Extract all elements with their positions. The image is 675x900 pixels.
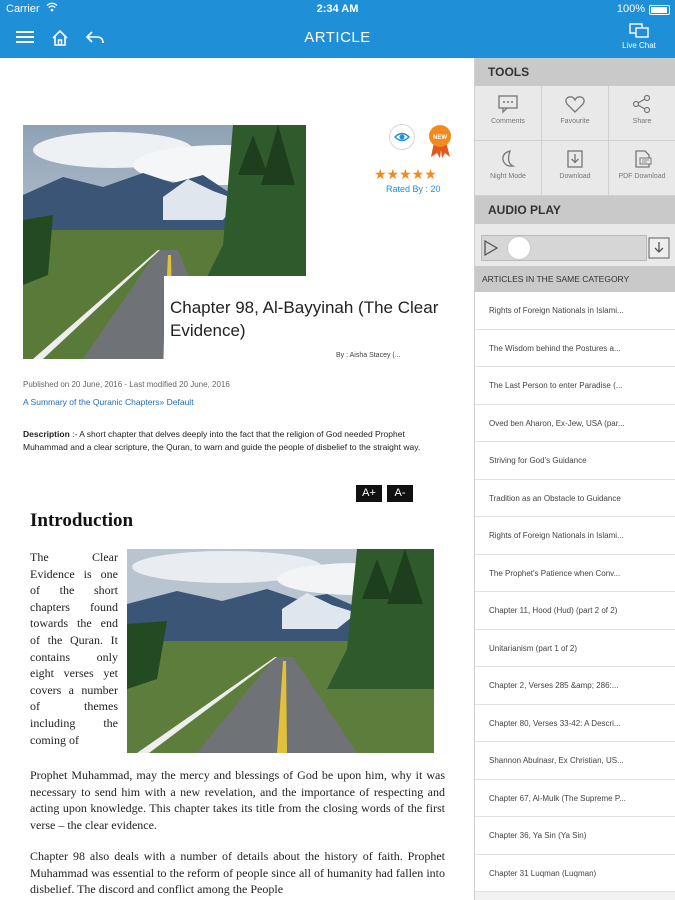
article-paragraph-1-continued: Prophet Muhammad, may the mercy and blessings of God be upon him, why it was necessary to send him with a new revelation, and the importance of respecting and acting upon knowledge. This chapter takes its title from the closing words of the first verse – the clear evidence. [30,768,445,832]
download-button[interactable] [542,141,609,196]
favourite-button[interactable] [542,86,609,141]
share-icon [631,94,653,114]
tools-grid [475,86,675,196]
night-mode-button[interactable] [475,141,542,196]
related-article-item[interactable]: Tradition as an Obstacle to Guidance [475,480,675,518]
audio-scrubber[interactable] [507,236,531,260]
related-article-item[interactable]: Chapter 11, Hood (Hud) (part 2 of 2) [475,592,675,630]
rated-by: Rated By : 20 [386,184,441,194]
heart-icon [564,94,586,114]
moon-icon [497,149,519,169]
pdf-icon [631,149,653,169]
comments-button[interactable] [475,86,542,141]
pdf-download-button[interactable] [609,141,675,196]
side-panel [474,58,675,900]
description-label: Description [23,429,70,439]
related-article-item[interactable]: Unitarianism (part 1 of 2) [475,630,675,668]
related-article-item[interactable]: Oved ben Aharon, Ex-Jew, USA (par... [475,405,675,443]
section-heading: Introduction [30,510,134,531]
audio-header: AUDIO PLAY [475,196,675,224]
comments-icon [497,94,519,114]
new-badge-icon [427,124,453,158]
page-title: ARTICLE [304,29,371,46]
same-category-header: ARTICLES IN THE SAME CATEGORY [475,266,675,292]
article-paragraph-1-start: The Clear Evidence is one of the short chapters found towards the end of the Quran. It contains only eight verses yet covers a number of themes including the coming of [30,550,118,747]
audio-download-icon[interactable] [647,235,671,261]
night-mode-label: Night Mode [490,173,526,180]
related-article-item[interactable]: Shannon Abulnasr, Ex Christian, US... [475,742,675,780]
live-chat-label: Live Chat [622,41,656,50]
download-icon [564,149,586,169]
battery-icon [649,5,670,15]
tools-header: TOOLS [475,58,675,86]
play-icon[interactable] [480,235,500,261]
pdf-download-label: PDF Download [618,173,666,180]
status-bar [0,0,675,20]
publish-date: Published on 20 June, 2016 - Last modified 20 June, 2016 [23,380,230,389]
article-title: Chapter 98, Al-Bayyinah (The Clear Evidence) [170,298,439,340]
new-badge-text: NEW [433,135,447,141]
download-label: Download [559,173,591,180]
related-article-item[interactable]: Chapter 31 Luqman (Luqman) [475,855,675,893]
eye-icon[interactable] [389,124,415,150]
related-article-item[interactable]: The Prophet's Patience when Conv... [475,555,675,593]
article-author: By : Aisha Stacey (... [336,352,401,359]
article-content [0,58,474,900]
nav-bar [0,20,675,58]
related-article-item[interactable]: The Wisdom behind the Postures a... [475,330,675,368]
article-body-image [127,549,434,753]
comments-label: Comments [491,118,525,125]
category-link[interactable]: A Summary of the Quranic Chapters» Default [23,397,194,407]
live-chat-button[interactable] [619,22,659,50]
rating-stars[interactable]: ★★★★★ [374,166,437,182]
related-article-item[interactable]: Chapter 80, Verses 33-42: A Descri... [475,705,675,743]
related-articles-list [475,292,675,892]
audio-player [475,224,675,266]
clock: 2:34 AM [316,3,359,15]
audio-progress-track[interactable] [481,235,647,261]
related-article-item[interactable]: Chapter 2, Verses 285 &amp; 286:... [475,667,675,705]
article-paragraph-2: Chapter 98 also deals with a number of details about the history of faith. Prophet Muhammad was essential to the reform of people since all of humanity had fallen into disbelief. The discord and conflict among the People [30,849,445,897]
related-article-item[interactable]: Rights of Foreign Nationals in Islami... [475,292,675,330]
related-article-item[interactable]: Rights of Foreign Nationals in Islami... [475,517,675,555]
related-article-item[interactable]: Chapter 36, Ya Sin (Ya Sin) [475,817,675,855]
description-text: :- A short chapter that delves deeply into the fact that the religion of God needed Prophet Muhammad and a clear scripture, the Quran, to warn and guide the people of disbelief to the straight way. [23,429,421,452]
related-article-item[interactable]: Striving for God's Guidance [475,442,675,480]
favourite-label: Favourite [560,118,590,125]
font-decrease-button[interactable]: A- [387,485,413,502]
article-description [23,428,443,453]
related-article-item[interactable]: The Last Person to enter Paradise (... [475,367,675,405]
live-chat-icon [628,22,650,40]
share-label: Share [632,118,652,125]
battery-percent: 100% [616,3,645,15]
related-article-item[interactable]: Chapter 67, Al-Mulk (The Supreme P... [475,780,675,818]
share-button[interactable] [609,86,675,141]
font-increase-button[interactable]: A+ [356,485,382,502]
carrier-label: Carrier [6,3,40,15]
